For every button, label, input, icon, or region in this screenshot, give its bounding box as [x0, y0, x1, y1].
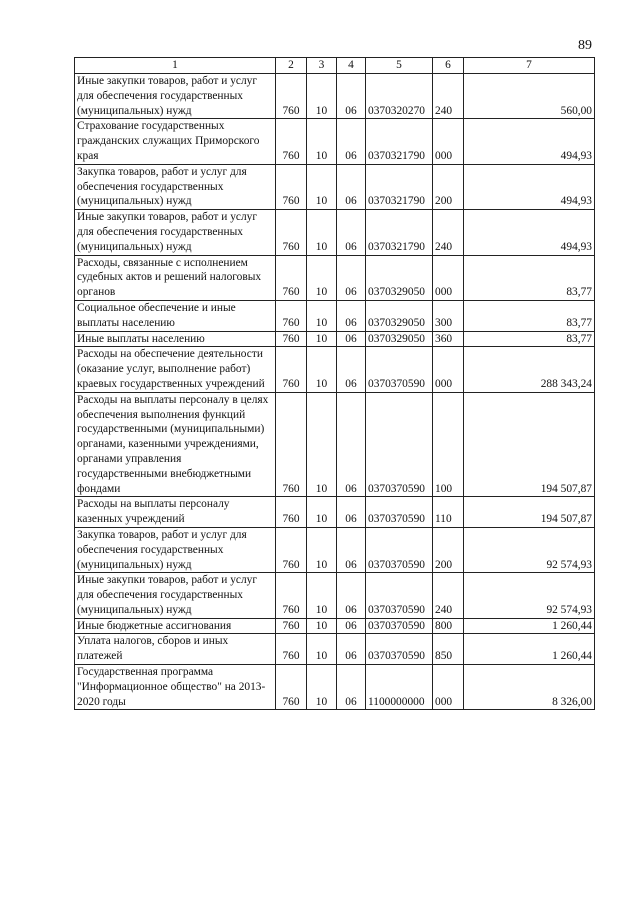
section-cell: 10 — [307, 573, 337, 618]
table-row — [75, 164, 595, 209]
target-article-cell: 0370370590 — [366, 527, 433, 572]
expense-type-cell: 110 — [433, 497, 464, 528]
expense-type-cell: 360 — [433, 331, 464, 347]
section-cell: 10 — [307, 210, 337, 255]
expense-name-cell: Уплата налогов, сборов и иных платежей — [75, 634, 276, 665]
expense-name-cell: Государственная программа "Информационное общество" на 2013-2020 годы — [75, 665, 276, 710]
table-row — [75, 255, 595, 300]
section-cell: 10 — [307, 331, 337, 347]
column-header: 4 — [337, 58, 366, 74]
target-article-cell: 0370370590 — [366, 573, 433, 618]
target-article-cell: 0370370590 — [366, 497, 433, 528]
subsection-cell: 06 — [337, 119, 366, 164]
subsection-cell: 06 — [337, 331, 366, 347]
expense-type-cell: 850 — [433, 634, 464, 665]
expense-type-cell: 800 — [433, 618, 464, 634]
amount-cell: 494,93 — [464, 119, 595, 164]
expense-name-cell: Закупка товаров, работ и услуг для обеспечения государственных (муниципальных) нужд — [75, 527, 276, 572]
table-row — [75, 210, 595, 255]
column-header: 3 — [307, 58, 337, 74]
target-article-cell: 0370329050 — [366, 255, 433, 300]
amount-cell: 288 343,24 — [464, 347, 595, 392]
amount-cell: 1 260,44 — [464, 618, 595, 634]
expense-name-cell: Расходы на выплаты персоналу в целях обеспечения выполнения функций государственными (муниципальными) органами, казенными учреждениями, органами управления государственными внебюджетными фондами — [75, 392, 276, 497]
table-row — [75, 331, 595, 347]
subsection-cell: 06 — [337, 347, 366, 392]
amount-cell: 8 326,00 — [464, 665, 595, 710]
ministry-code-cell: 760 — [276, 634, 307, 665]
expense-type-cell: 240 — [433, 74, 464, 119]
table-row — [75, 74, 595, 119]
ministry-code-cell: 760 — [276, 618, 307, 634]
target-article-cell: 0370321790 — [366, 210, 433, 255]
section-cell: 10 — [307, 665, 337, 710]
target-article-cell: 0370329050 — [366, 300, 433, 331]
amount-cell: 194 507,87 — [464, 497, 595, 528]
table-row — [75, 119, 595, 164]
ministry-code-cell: 760 — [276, 255, 307, 300]
expense-type-cell: 000 — [433, 119, 464, 164]
expense-name-cell: Страхование государственных гражданских служащих Приморского края — [75, 119, 276, 164]
target-article-cell: 0370370590 — [366, 634, 433, 665]
subsection-cell: 06 — [337, 74, 366, 119]
subsection-cell: 06 — [337, 300, 366, 331]
section-cell: 10 — [307, 74, 337, 119]
amount-cell: 83,77 — [464, 331, 595, 347]
target-article-cell: 0370321790 — [366, 164, 433, 209]
ministry-code-cell: 760 — [276, 210, 307, 255]
target-article-cell: 0370370590 — [366, 618, 433, 634]
target-article-cell: 0370370590 — [366, 392, 433, 497]
amount-cell: 92 574,93 — [464, 573, 595, 618]
section-cell: 10 — [307, 347, 337, 392]
target-article-cell: 0370329050 — [366, 331, 433, 347]
subsection-cell: 06 — [337, 497, 366, 528]
target-article-cell: 0370321790 — [366, 119, 433, 164]
section-cell: 10 — [307, 392, 337, 497]
amount-cell: 194 507,87 — [464, 392, 595, 497]
subsection-cell: 06 — [337, 210, 366, 255]
amount-cell: 92 574,93 — [464, 527, 595, 572]
table-row — [75, 573, 595, 618]
subsection-cell: 06 — [337, 255, 366, 300]
expense-name-cell: Иные выплаты населению — [75, 331, 276, 347]
expense-type-cell: 240 — [433, 573, 464, 618]
target-article-cell: 0370320270 — [366, 74, 433, 119]
subsection-cell: 06 — [337, 573, 366, 618]
expense-name-cell: Расходы, связанные с исполнением судебных актов и решений налоговых органов — [75, 255, 276, 300]
subsection-cell: 06 — [337, 634, 366, 665]
section-cell: 10 — [307, 527, 337, 572]
amount-cell: 494,93 — [464, 210, 595, 255]
section-cell: 10 — [307, 634, 337, 665]
ministry-code-cell: 760 — [276, 300, 307, 331]
expense-name-cell: Иные закупки товаров, работ и услуг для обеспечения государственных (муниципальных) нужд — [75, 74, 276, 119]
section-cell: 10 — [307, 119, 337, 164]
expense-name-cell: Иные закупки товаров, работ и услуг для обеспечения государственных (муниципальных) нужд — [75, 210, 276, 255]
ministry-code-cell: 760 — [276, 331, 307, 347]
table-row — [75, 634, 595, 665]
budget-table — [74, 57, 595, 710]
subsection-cell: 06 — [337, 618, 366, 634]
page-number: 89 — [578, 38, 592, 53]
column-header: 6 — [433, 58, 464, 74]
expense-type-cell: 000 — [433, 255, 464, 300]
target-article-cell: 1100000000 — [366, 665, 433, 710]
expense-name-cell: Социальное обеспечение и иные выплаты населению — [75, 300, 276, 331]
expense-type-cell: 000 — [433, 665, 464, 710]
column-header: 5 — [366, 58, 433, 74]
amount-cell: 1 260,44 — [464, 634, 595, 665]
amount-cell: 560,00 — [464, 74, 595, 119]
amount-cell: 494,93 — [464, 164, 595, 209]
ministry-code-cell: 760 — [276, 164, 307, 209]
table-row — [75, 497, 595, 528]
subsection-cell: 06 — [337, 164, 366, 209]
column-header: 7 — [464, 58, 595, 74]
section-cell: 10 — [307, 164, 337, 209]
expense-name-cell: Иные бюджетные ассигнования — [75, 618, 276, 634]
expense-type-cell: 000 — [433, 347, 464, 392]
table-row — [75, 618, 595, 634]
expense-type-cell: 200 — [433, 527, 464, 572]
expense-type-cell: 300 — [433, 300, 464, 331]
target-article-cell: 0370370590 — [366, 347, 433, 392]
table-row — [75, 527, 595, 572]
ministry-code-cell: 760 — [276, 527, 307, 572]
ministry-code-cell: 760 — [276, 74, 307, 119]
section-cell: 10 — [307, 255, 337, 300]
ministry-code-cell: 760 — [276, 119, 307, 164]
expense-name-cell: Расходы на обеспечение деятельности (оказание услуг, выполнение работ) краевых государственных учреждений — [75, 347, 276, 392]
amount-cell: 83,77 — [464, 255, 595, 300]
section-cell: 10 — [307, 497, 337, 528]
subsection-cell: 06 — [337, 665, 366, 710]
expense-type-cell: 200 — [433, 164, 464, 209]
section-cell: 10 — [307, 618, 337, 634]
expense-type-cell: 100 — [433, 392, 464, 497]
subsection-cell: 06 — [337, 392, 366, 497]
expense-type-cell: 240 — [433, 210, 464, 255]
table-row — [75, 665, 595, 710]
table-row — [75, 392, 595, 497]
ministry-code-cell: 760 — [276, 665, 307, 710]
expense-name-cell: Закупка товаров, работ и услуг для обеспечения государственных (муниципальных) нужд — [75, 164, 276, 209]
ministry-code-cell: 760 — [276, 392, 307, 497]
column-header: 1 — [75, 58, 276, 74]
table-header-row — [75, 58, 595, 74]
amount-cell: 83,77 — [464, 300, 595, 331]
table-row — [75, 347, 595, 392]
expense-name-cell: Расходы на выплаты персоналу казенных учреждений — [75, 497, 276, 528]
ministry-code-cell: 760 — [276, 497, 307, 528]
ministry-code-cell: 760 — [276, 573, 307, 618]
section-cell: 10 — [307, 300, 337, 331]
column-header: 2 — [276, 58, 307, 74]
expense-name-cell: Иные закупки товаров, работ и услуг для обеспечения государственных (муниципальных) нужд — [75, 573, 276, 618]
ministry-code-cell: 760 — [276, 347, 307, 392]
subsection-cell: 06 — [337, 527, 366, 572]
table-row — [75, 300, 595, 331]
